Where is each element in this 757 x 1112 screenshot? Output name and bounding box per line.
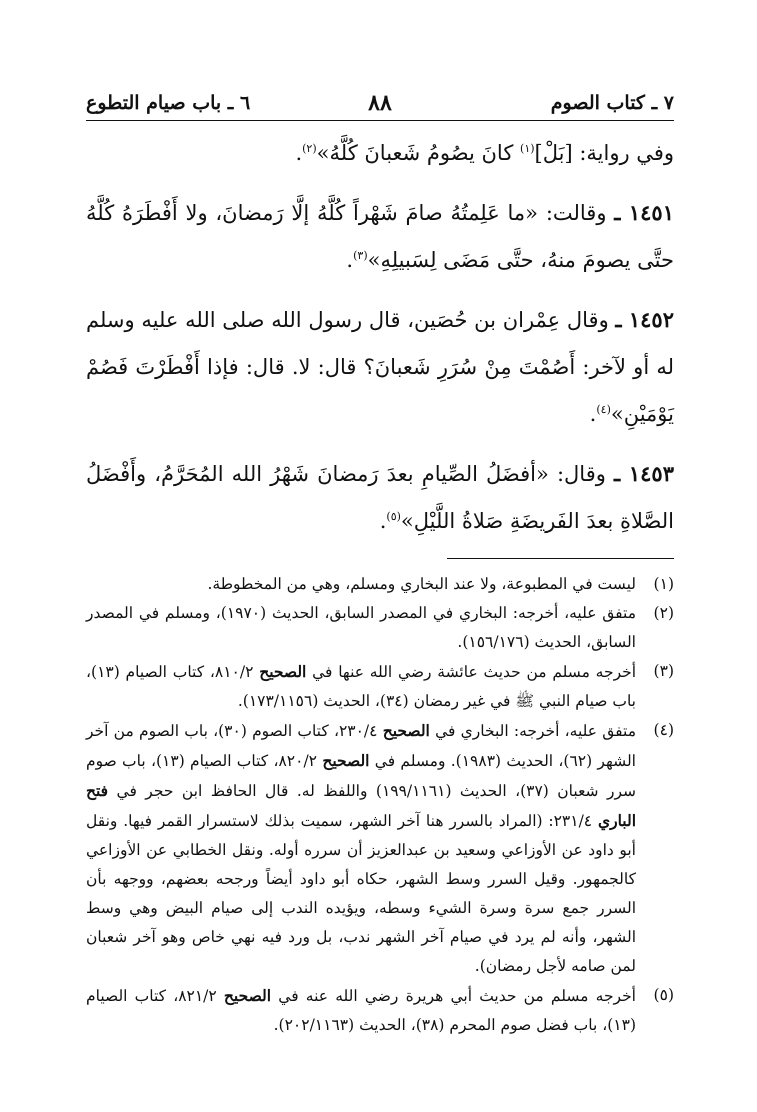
- footnote-text: متفق عليه، أخرجه: البخاري في المصدر السابق، الحديث (١٩٧٠)، ومسلم في المصدر السابق، الحديث (١٥٦/١٧٦).: [86, 604, 637, 651]
- footnote-2: [86, 599, 674, 657]
- hadith-number: ١٤٥١ ـ: [614, 200, 674, 225]
- footnote-text: أخرجه مسلم من حديث أبي هريرة رضي الله عنه في الصحيح ٨٢١/٢، كتاب الصيام (١٣)، باب فضل صوم المحرم (٣٨)، الحديث (٢٠٢/١١٦٣).: [86, 986, 636, 1034]
- footnotes: [86, 570, 674, 1040]
- footnote-mark: (٣): [653, 662, 674, 680]
- footnote-text: متفق عليه، أخرجه: البخاري في الصحيح ٢٣٠/٤، كتاب الصوم (٣٠)، باب الصوم من آخر الشهر (٦٢)، الحديث (١٩٨٣). ومسلم في الصحيح ٨٢٠/٢، كتاب الصيام (١٣)، باب صوم سرر شعبان (٣٧)، الحديث (١٩٩/١١٦١) واللفظ له. قال الحافظ ابن حجر في فتح الباري ٢٣١/٤: (المراد بالسرر هنا آخر الشهر، سميت بذلك لاستسرار القمر فيها. ونقل أبو داود عن الأوزاعي وسعيد بن عبدالعزيز أن سرره أوله. ونقل الخطابي عن الأوزاعي كالجمهور. وقيل السرر وسط الشهر، حكاه أبو داود أيضاً ورجحه بعضهم، ووجهه بأن السرر جمع سرة وسرة الشيء وسطه، ويؤيده الندب إلى صيام البيض وهي وسط الشهر، وأنه لم يرد في صيام آخر الشهر ندب، بل ورد فيه نهي خاص وهو آخر شعبان لمن صامه لأجل رمضان).: [86, 721, 636, 975]
- footnote-ref: (٣): [353, 249, 368, 262]
- hadith-1452: ١٤٥٢ ـ وقال عِمْران بن حُصَين، قال رسول الله صلى الله عليه وسلم له أو لآخر: أَصُمْتَ مِنْ سُرَرِ شَعبانَ؟ قال: لا. قال: فإذا أَفْطَرْتَ فَصُمْ يَوْمَيْنِ»$^{(٤)}$.: [86, 307, 674, 426]
- footnote-text: ليست في المطبوعة، ولا عند البخاري ومسلم، وهي من المخطوطة.: [207, 575, 636, 593]
- footnote-rule: [447, 558, 674, 559]
- footnote-4: [86, 716, 674, 981]
- hadith-number: ١٤٥٣ ـ: [613, 461, 674, 486]
- source-title: الصحيح: [322, 751, 370, 770]
- header-rule: [86, 120, 674, 121]
- footnote-ref: (١): [520, 142, 535, 155]
- source-title: الصحيح: [259, 662, 307, 681]
- footnote-ref: (٤): [596, 403, 611, 416]
- header-chapter: ٧ ـ كتاب الصوم: [550, 92, 674, 114]
- footnote-ref: (٢): [302, 142, 317, 155]
- footnote-mark: (٥): [653, 986, 674, 1004]
- header-section: ٦ ـ باب صيام التطوع: [86, 92, 251, 114]
- footnote-mark: (٢): [653, 604, 674, 622]
- hadith-number: ١٤٥٢ ـ: [615, 307, 674, 332]
- page-number: ٨٨: [368, 90, 392, 116]
- footnote-3: [86, 657, 674, 716]
- footnote-ref: (٥): [386, 510, 401, 523]
- main-text: [86, 130, 674, 557]
- hadith-1453: ١٤٥٣ ـ وقال: «أفضَلُ الصِّيامِ بعدَ رَمضانَ شَهْرُ الله المُحَرَّمُ، وأَفْضَلُ الصَّلاةِ بعدَ الفَريضَةِ صَلاةُ اللَّيْلِ»$^{(٥)}$.: [86, 461, 674, 533]
- footnote-mark: (٤): [653, 721, 674, 739]
- footnote-1: [86, 570, 674, 599]
- paragraph-riwaya: وفي رواية: [بَلْ]$^{(١)}$ كانَ يصُومُ شَعبانَ كُلَّهُ»$^{(٢)}$.: [295, 141, 674, 165]
- source-title: الصحيح: [223, 986, 272, 1005]
- source-title: الصحيح: [382, 721, 430, 740]
- footnote-text: أخرجه مسلم من حديث عائشة رضي الله عنها في الصحيح ٨١٠/٢، كتاب الصيام (١٣)، باب صيام النبي ﷺ في غير رمضان (٣٤)، الحديث (١٧٣/١١٥٦).: [86, 662, 637, 710]
- footnote-mark: (١): [653, 575, 674, 593]
- footnote-5: [86, 981, 674, 1040]
- running-header: [86, 86, 674, 120]
- hadith-1451: ١٤٥١ ـ وقالت: «ما عَلِمتُهُ صامَ شَهْراً كُلَّهُ إلَّا رَمضانَ، ولا أَفْطَرَهُ كُلَّهُ حتَّى يصومَ منهُ، حتَّى مَضَى لِسَبيلِهِ»$^{(٣)}$.: [86, 200, 674, 272]
- source-title: فتح الباري: [86, 781, 636, 830]
